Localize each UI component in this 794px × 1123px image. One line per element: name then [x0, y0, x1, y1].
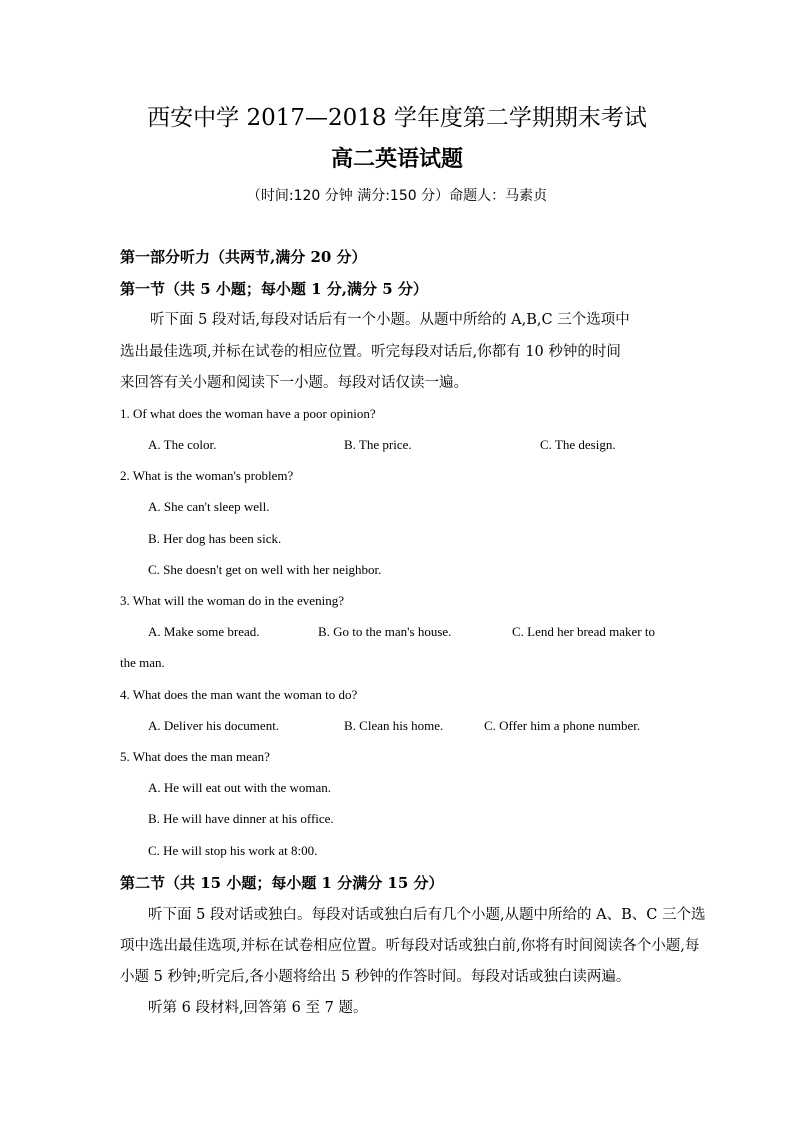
question-4-option-b: B. Clean his home. — [344, 718, 444, 733]
part1-heading: 第一部分听力（共两节,满分 20 分） — [120, 248, 367, 266]
question-2-option-b: B. Her dog has been sick. — [148, 531, 282, 546]
question-1-stem: 1. Of what does the woman have a poor opinion? — [120, 406, 376, 421]
question-5-stem: 5. What does the man mean? — [120, 749, 270, 764]
question-1-option-a: A. The color. — [148, 437, 217, 452]
question-1-option-b: B. The price. — [344, 437, 412, 452]
section2-instruction-line: 项中选出最佳选项,并标在试卷相应位置。听每段对话或独白前,你将有时间阅读各个小题,每 — [120, 938, 700, 954]
question-4-option-a: A. Deliver his document. — [148, 718, 280, 733]
question-3-option-b: B. Go to the man's house. — [318, 624, 452, 639]
section2-heading: 第二节（共 15 小题；每小题 1 分满分 15 分） — [120, 874, 444, 892]
question-2-option-a: A. She can't sleep well. — [148, 499, 270, 514]
section1-heading: 第一节（共 5 小题；每小题 1 分,满分 5 分） — [120, 280, 428, 298]
question-5-option-b: B. He will have dinner at his office. — [148, 811, 334, 826]
question-5-option-a: A. He will eat out with the woman. — [148, 780, 332, 795]
section1-instruction-line: 来回答有关小题和阅读下一小题。每段对话仅读一遍。 — [120, 375, 468, 391]
question-4-stem: 4. What does the man want the woman to do? — [120, 687, 358, 702]
question-3-stem: 3. What will the woman do in the evening? — [120, 593, 344, 608]
question-5-option-c: C. He will stop his work at 8:00. — [148, 843, 318, 858]
section1-instruction-line: 选出最佳选项,并标在试卷的相应位置。听完每段对话后,你都有 10 秒钟的时间 — [120, 344, 621, 360]
section2-instruction-line: 听下面 5 段对话或独白。每段对话或独白后有几个小题,从题中所给的 A、B、C 三个选 — [148, 907, 706, 923]
section2-note: 听第 6 段材料,回答第 6 至 7 题。 — [148, 1000, 368, 1016]
question-3-option-c: C. Lend her bread maker to — [512, 624, 655, 639]
section1-instruction-line: 听下面 5 段对话,每段对话后有一个小题。从题中所给的 A,B,C 三个选项中 — [150, 312, 630, 328]
section2-instruction-line: 小题 5 秒钟;听完后,各小题将给出 5 秒钟的作答时间。每段对话或独白读两遍。 — [120, 969, 631, 985]
exam-info: （时间:120 分钟 满分:150 分）命题人：马素贞 — [246, 188, 548, 204]
question-3-option-a: A. Make some bread. — [148, 624, 260, 639]
question-2-stem: 2. What is the woman's problem? — [120, 468, 294, 483]
question-1-option-c: C. The design. — [540, 437, 616, 452]
exam-subtitle: 高二英语试题 — [330, 146, 463, 172]
question-4-option-c: C. Offer him a phone number. — [484, 718, 641, 733]
exam-title: 西安中学 2017—2018 学年度第二学期期末考试 — [147, 105, 647, 131]
question-3-option-c-continuation: the man. — [120, 655, 165, 670]
question-2-option-c: C. She doesn't get on well with her neighbor. — [148, 562, 382, 577]
